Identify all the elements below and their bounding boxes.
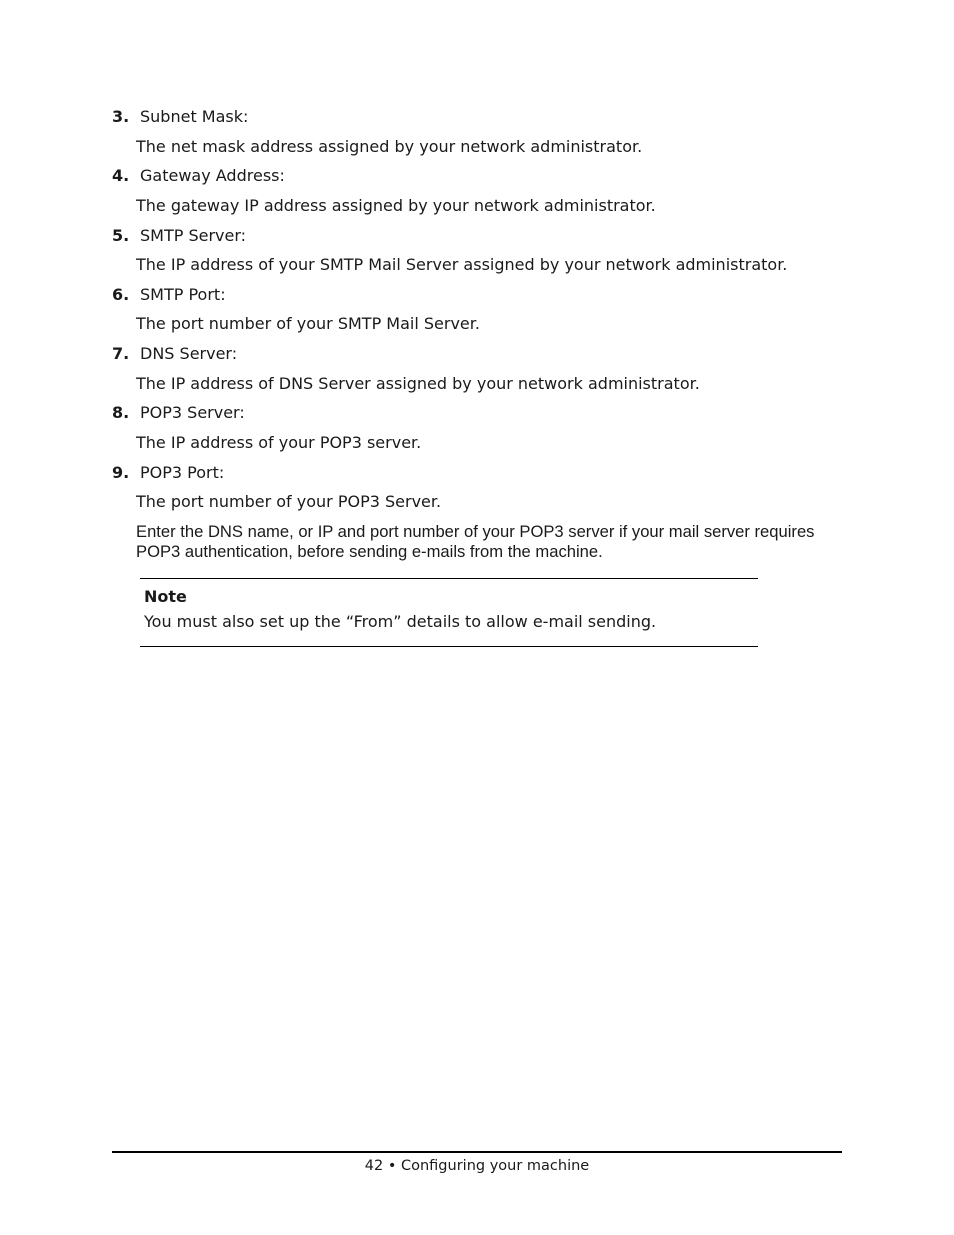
note-box — [140, 578, 758, 647]
item-label: POP3 Port: — [140, 463, 225, 482]
item-number: 7. — [112, 344, 130, 363]
item-label: SMTP Server: — [140, 226, 247, 245]
item-description: The IP address of your POP3 server. — [136, 433, 422, 452]
item-description: The IP address of DNS Server assigned by your network administrator. — [136, 374, 700, 393]
item-number: 4. — [112, 166, 130, 185]
item-number: 3. — [112, 107, 130, 126]
item-description: The net mask address assigned by your network administrator. — [136, 137, 643, 156]
list-item-pop3-server — [112, 403, 245, 423]
item-label: POP3 Server: — [140, 403, 245, 422]
page-footer: 42 • Configuring your machine — [364, 1158, 590, 1174]
item-label: SMTP Port: — [140, 285, 226, 304]
item-description: The gateway IP address assigned by your network administrator. — [136, 196, 656, 215]
list-item-smtp-port — [112, 285, 226, 305]
list-item-subnet-mask — [112, 107, 248, 127]
item-label: Gateway Address: — [140, 166, 285, 185]
list-item-smtp-server — [112, 226, 246, 246]
list-item-gateway-address — [112, 166, 285, 186]
item-number: 6. — [112, 285, 130, 304]
item-description: The port number of your SMTP Mail Server. — [136, 314, 480, 333]
footer-divider — [112, 1151, 842, 1153]
list-item-dns-server — [112, 344, 237, 364]
item-number: 9. — [112, 463, 130, 482]
note-text: You must also set up the “From” details to allow e-mail sending. — [144, 612, 657, 631]
item-label: Subnet Mask: — [140, 107, 249, 126]
item-number: 8. — [112, 403, 130, 422]
item-number: 5. — [112, 226, 130, 245]
pop3-paragraph: Enter the DNS name, or IP and port number of your POP3 server if your mail server requires POP3 authentication, before sending e-mails from the machine. — [136, 522, 815, 561]
note-title: Note — [144, 587, 187, 606]
item-description: The port number of your POP3 Server. — [136, 492, 442, 511]
item-label: DNS Server: — [140, 344, 238, 363]
list-item-pop3-port — [112, 463, 224, 483]
item-description: The IP address of your SMTP Mail Server assigned by your network administrator. — [136, 255, 788, 274]
